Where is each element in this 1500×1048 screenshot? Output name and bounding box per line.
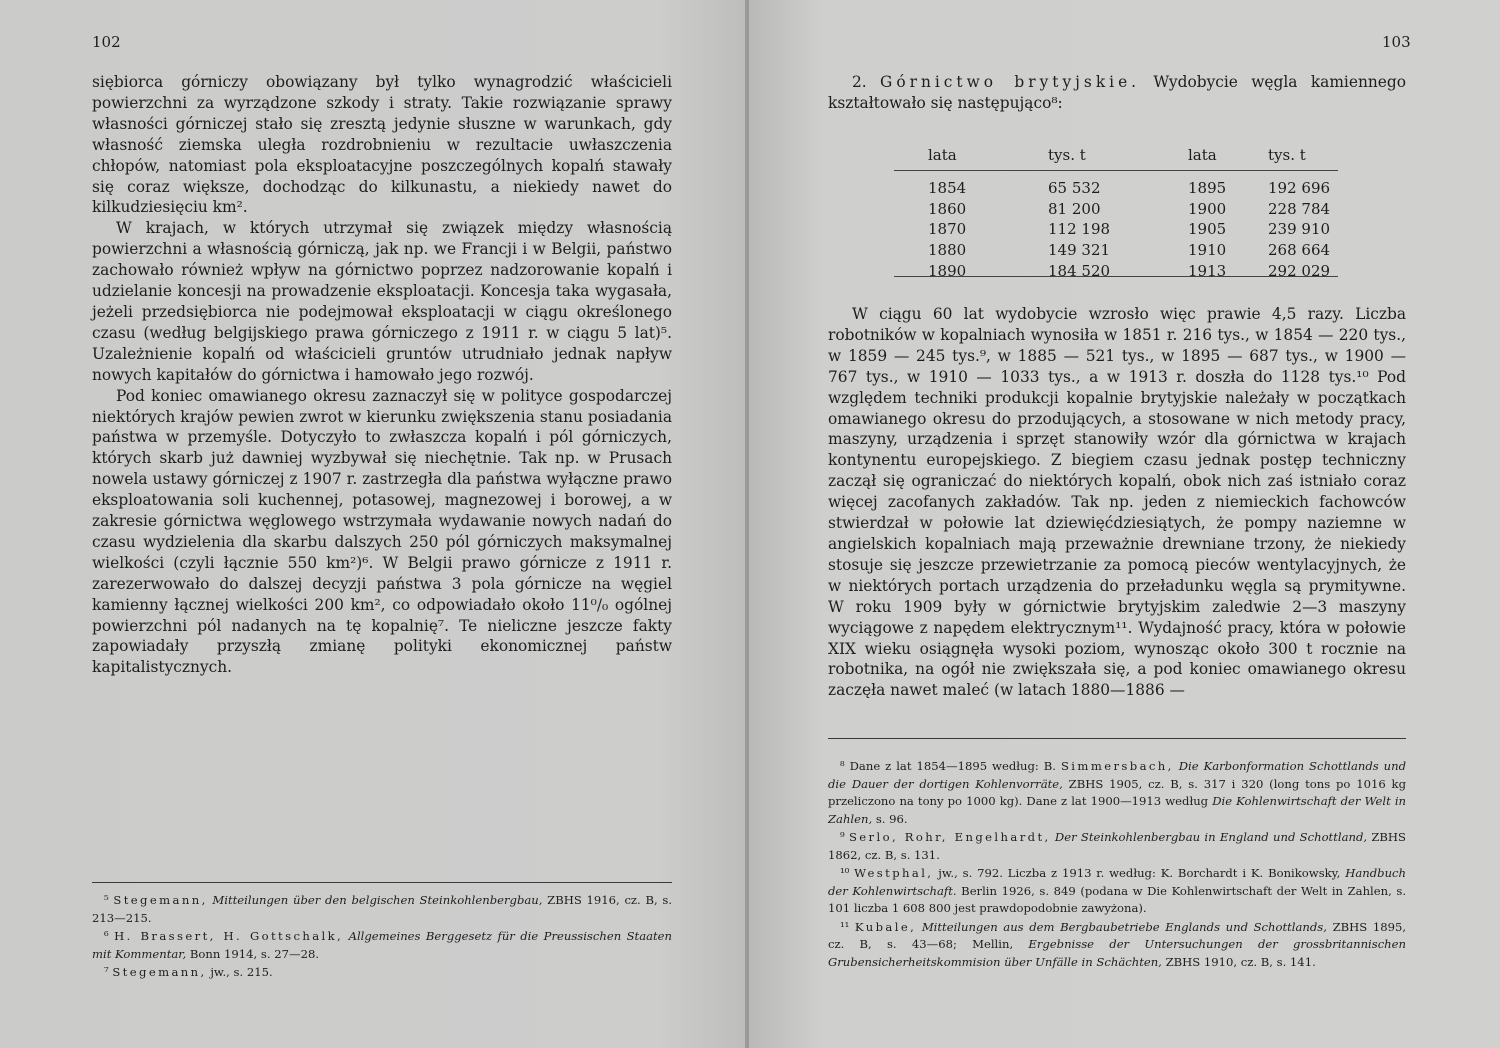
left-paragraph-3: Pod koniec omawianego okresu zaznaczył się w polityce gospodarczej niektórych krajów pewien zwrot w kierunku zwiększenia stanu posiadania państwa w przemyśle. Dotyczyło to zwłaszcza kopalń i pól górniczych, których skarb już dawniej wyzbywał się niechętnie. Tak np. w Prusach nowela ustawy górniczej z 1907 r. zastrzegła dla państwa wyłączne prawo eksploatowania soli kuchennej, potasowej, magnezowej i borowej, a w zakresie górnictwa węglowego wstrzymała wydawanie nowych nadań do czasu wydzielenia dla skarbu dalszych 250 pól górniczych maksymalnej wielkości (czyli łącznie 550 km²)⁶. W Belgii prawo górnicze z 1911 r. zarezerwowało do dalszej decyzji państwa 3 pola górnicze na węgiel kamienny łącznej wielkości 200 km², co odpowiadało około 11⁰/₀ ogólnej powierzchni pól nadanych na tę kopalnię⁷. Te nieliczne jeszcze fakty zapowiadały przyszłą zmianę polityki ekonomicznej państw kapitalistycznych.	[92, 386, 672, 677]
coal-output-table	[900, 144, 1358, 281]
table-row: 1890 184 520 1913 292 029	[928, 261, 1331, 280]
footnote-10: ¹⁰ Westphal, jw., s. 792. Liczba z 1913 r. według: K. Borchardt i K. Bonikowsky, Handbuch der Kohlenwirtschaft. Berlin 1926, s. 849 (podana w Die Kohlenwirtschaft der Welt in Zahlen, s. 101 liczba 1 608 800 jest prawdopodobnie zawyżona).	[828, 866, 1407, 915]
book-gutter	[745, 0, 749, 1048]
right-intro	[828, 72, 1406, 114]
footnote-6: ⁶ H. Brassert, H. Gottschalk, Allgemeines Berggesetz für die Preussischen Staaten mit Kommentar, Bonn 1914, s. 27—28.	[92, 929, 673, 961]
left-body-text	[92, 72, 672, 678]
right-paragraph: W ciągu 60 lat wydobycie wzrosło więc prawie 4,5 razy. Liczba robotników w kopalniach wynosiła w 1851 r. 216 tys., w 1854 — 220 tys., w 1859 — 245 tys.⁹, w 1885 — 521 tys., w 1895 — 687 tys., w 1900 — 767 tys., w 1910 — 1033 tys., a w 1913 r. doszła do 1128 tys.¹⁰ Pod względem techniki produkcji kopalnie brytyjskie należały w początkach omawianego okresu do przodujących, a stosowane w nich metody pracy, maszyny, urządzenia i sprzęt stanowiły wzór dla górnictwa w krajach kontynentu europejskiego. Z biegiem czasu jednak postęp techniczny zaczął się ograniczać do niektórych kopalń, obok nich zaś istniało coraz więcej zacofanych zakładów. Tak np. jeden z niemieckich fachowców stwierdzał w połowie lat dziewięćdziesiątych, że pompy naziemne w angielskich kopalniach mają przeważnie drewniane trzony, że niekiedy stosuje się jeszcze przewietrzanie za pomocą pieców wentylacyjnych, że w niektórych portach urządzenia do przeładunku węgla są prymitywne. W roku 1909 były w górnictwie brytyjskim zaledwie 2—3 maszyny wyciągowe z napędem elektrycznym¹¹. Wydajność pracy, która w połowie XIX wieku osiągnęła wysoki poziom, wynosząc około 300 t rocznie na robotnika, na ogół nie zwiększała się, a pod koniec omawianego okresu zaczęła nawet maleć (w latach 1880—1886 —	[828, 305, 1406, 700]
table-row: 1860 81 200 1900 228 784	[928, 199, 1331, 218]
left-footnotes	[92, 892, 672, 983]
table-header-row: lata tys. t lata tys. t	[928, 146, 1306, 164]
left-paragraph-2: W krajach, w których utrzymał się związek między własnością powierzchni a własnością górniczą, jak np. we Francji i w Belgii, państwo zachowało również wpływ na górnictwo poprzez nadzorowanie kopalń i udzielanie koncesji na prowadzenie eksploatacji. Koncesja taka wygasała, jeżeli przedsiębiorca nie podejmował eksploatacji w ciągu określonego czasu (według belgijskiego prawa górniczego z 1911 r. w ciągu 5 lat)⁵. Uzależnienie kopalń od właścicieli gruntów utrudniało jednak napływ nowych kapitałów do górnictwa i hamowało jego rozwój.	[92, 219, 672, 384]
left-page-number: 102	[92, 33, 121, 51]
left-paragraph-1: siębiorca górniczy obowiązany był tylko wynagrodzić właścicieli powierzchni za wyrządzone szkody i straty. Takie rozwiązanie sprawy własności górniczej stało się zresztą jedynie słuszne w warunkach, gdy własność ziemska uległa rozdrobnieniu w rezultacie uwłaszczenia chłopów, natomiast pola eksploatacyjne poszczególnych kopalń stawały się coraz większe, dochodząc do kilkunastu, a niekiedy nawet do kilkudziesięciu km².	[92, 73, 672, 217]
footnote-5: ⁵ Stegemann, Mitteilungen über den belgischen Steinkohlenbergbau, ZBHS 1916, cz. B, s. 213—215.	[92, 893, 673, 925]
right-footnotes	[828, 758, 1406, 972]
table-row: 1880 149 321 1910 268 664	[928, 241, 1331, 260]
footnote-8: ⁸ Dane z lat 1854—1895 według: B. Simmersbach, Die Karbonformation Schottlands und die Dauer der dortigen Kohlenvorräte, ZBHS 1905, cz. B, s. 317 i 320 (long tons po 1016 kg przeliczono na tony po 1000 kg). Dane z lat 1900—1913 według Die Kohlenwirtschaft der Welt in Zahlen, s. 96.	[828, 759, 1407, 826]
left-footnote-rule	[92, 882, 672, 883]
section-title: Górnictwo brytyjskie.	[880, 73, 1141, 91]
footnote-11: ¹¹ Kubale, Mitteilungen aus dem Bergbaubetriebe Englands und Schottlands, ZBHS 1895, cz. B, s. 43—68; Mellin, Ergebnisse der Untersuchungen der grossbritannischen Grubensicherheitskommision über Unfälle in Schächten, ZBHS 1910, cz. B, s. 141.	[828, 919, 1407, 969]
section-intro: Wydobycie węgla kamiennego kształtowało się następująco⁸:	[828, 73, 1406, 112]
right-body-text	[828, 304, 1406, 701]
right-footnote-rule	[828, 738, 1406, 739]
table-row: 1854 65 532 1895 192 696	[928, 179, 1331, 198]
table-row: 1870 112 198 1905 239 910	[928, 220, 1331, 239]
right-page-number: 103	[1382, 33, 1411, 51]
section-number: 2.	[852, 73, 867, 91]
footnote-9: ⁹ Serlo, Rohr, Engelhardt, Der Steinkohlenbergbau in England und Schottland, ZBHS 1862, cz. B, s. 131.	[828, 830, 1406, 862]
footnote-7: ⁷ Stegemann, jw., s. 215.	[104, 965, 273, 979]
